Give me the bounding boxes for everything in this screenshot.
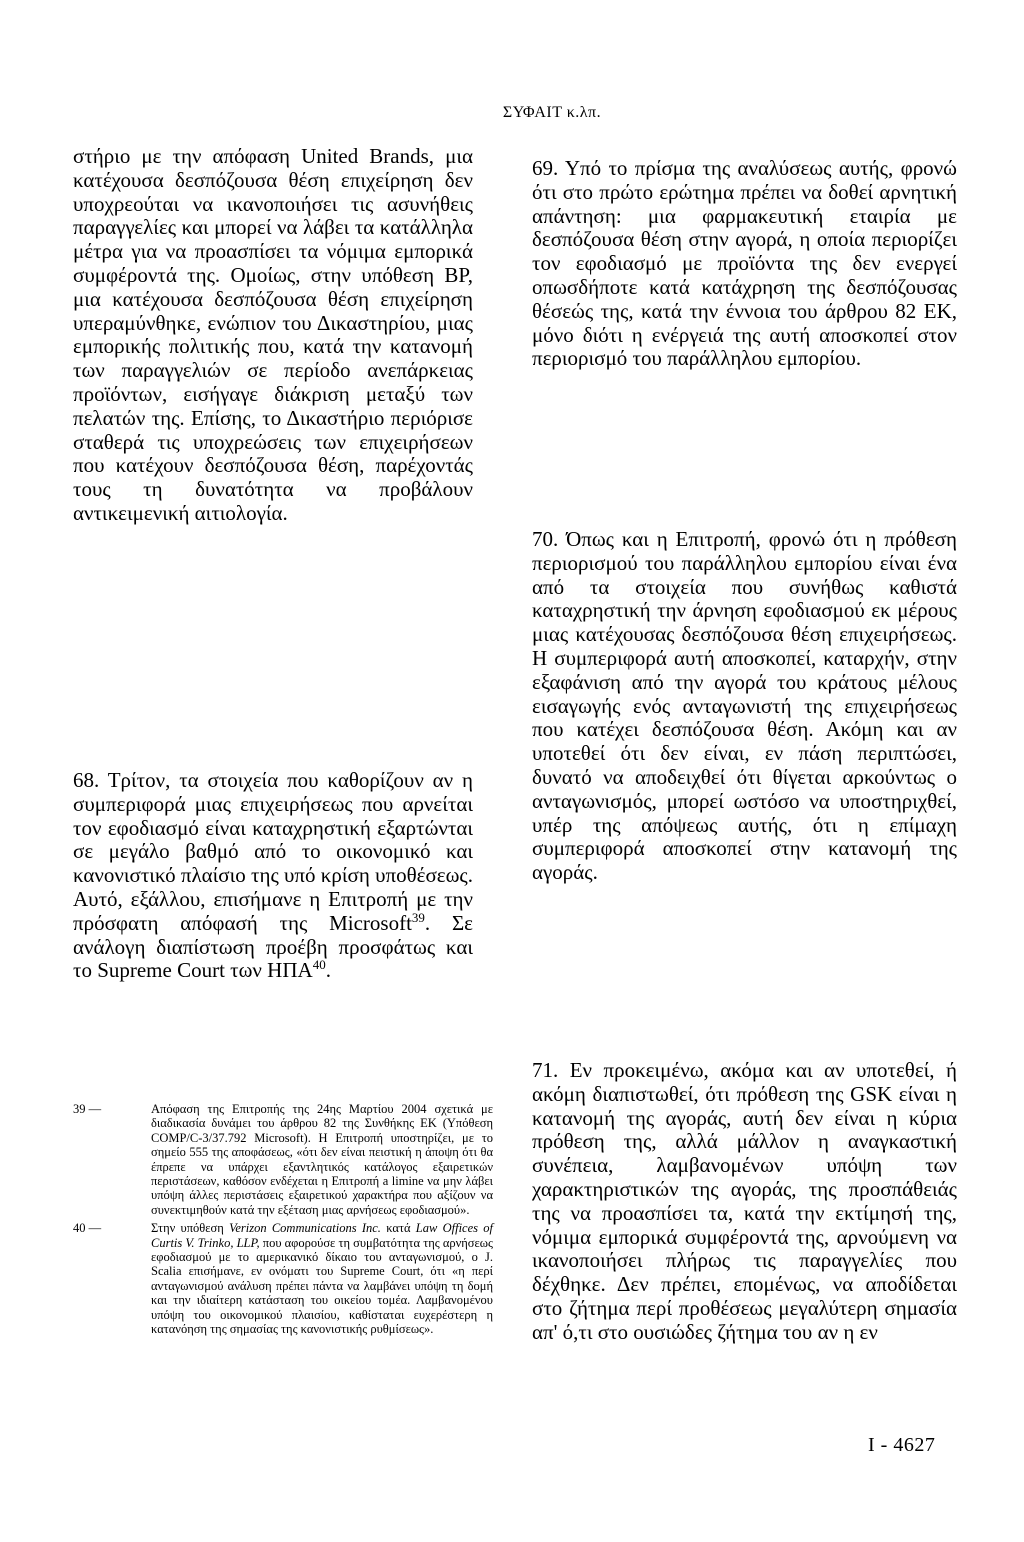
paragraph-text: 70. Όπως και η Επιτροπή, φρονώ ότι η πρόθεση περιορισμού του παράλληλου εμπορίου είναι ένα από τα στοιχεία που συνήθως καθιστά καταχρηστική την άρνηση εφοδιασμού εκ μέρους μιας κατέχουσας δεσπόζουσα θέση επιχειρήσεως. Η συμπεριφορά αυτή αποσκοπεί, καταρχήν, στην εξαφάνιση από την αγορά του κράτους μέλους εισαγωγής ενός ανταγωνιστή της επιχειρήσεως που κατέχει δεσπόζουσα θέση. Ακόμη και αν υποτεθεί ότι δεν είναι, εν πάση περιπτώσει, δυνατό να αποδειχθεί ότι θίγεται αρκούντως ο ανταγωνισμός, μπορεί ωστόσο να υποστηριχθεί, υπέρ της απόψεως αυτής, ότι η επίμαχη συμπεριφορά αποσκοπεί στην κατανομή της αγοράς. — [532, 527, 957, 885]
case-name-italic: Law Offices of Curtis V. Trinko, LLP, — [151, 1221, 494, 1250]
paragraph-text-part: . — [325, 958, 331, 983]
footnote-text-part: κατά — [380, 1221, 416, 1236]
footnote-39 — [73, 1102, 493, 1217]
footnote-ref-40[interactable]: 40 — [312, 957, 326, 973]
case-name-italic: Verizon Communications Inc. — [229, 1221, 381, 1236]
footnotes — [73, 1102, 493, 1341]
paragraph-text: 69. Υπό το πρίσμα της αναλύσεως αυτής, φρονώ ότι στο πρώτο ερώτημα πρέπει να δοθεί αρνητική απάντηση: μια φαρμακευτική εταιρία με δεσπόζουσα θέση στην αγορά, η οποία περιορίζει τον εφοδιασμό με προϊόντα της δεν ενεργεί οπωσδήποτε κατά κατάχρηση της δεσπόζουσας θέσεώς της, κατά την έννοια του άρθρου 82 ΕΚ, μόνο διότι η ενέργειά της αυτή αποσκοπεί στον περιορισμό του παράλληλου εμπορίου. — [532, 156, 957, 371]
footnote-number: 39 — — [73, 1102, 102, 1116]
footnote-ref-39[interactable]: 39 — [411, 909, 425, 925]
footnote-text-part: που αφορούσε τη συμβατότητα της αρνήσεως εφοδιασμού με το αμερικανικό δίκαιο του ανταγωνισμού, ο J. Scalia επισήμανε, εν ονόματι του Supreme Court, ότι «η περί ανταγωνισμού ανάλυση πρέπει πάντα να λαμβάνει υπόψη τη δομή και την ιδιαίτερη κατάσταση του οικείου τομέα. Λαμβανομένου υπόψη του οικονομικού πλαισίου, καθίσταται ευχερέστερη η κατανόηση της σημασίας της κανονιστικής ρυθμίσεως». — [151, 1235, 493, 1337]
footnote-text — [151, 1221, 493, 1336]
footnote-text-part: Στην υπόθεση — [151, 1221, 230, 1236]
paragraph-text — [73, 769, 473, 983]
footnote-40 — [73, 1221, 493, 1336]
paragraph-text: 71. Εν προκειμένω, ακόμα και αν υποτεθεί, ή ακόμη διαπιστωθεί, ότι πρόθεση της GSK είναι η κατανομή της αγοράς, αυτή δεν είναι η κύρια πρόθεση της, αλλά μάλλον η αναγκαστική συνέπεια, λαμβανομένων υπόψη των χαρακτηριστικών της αγοράς, της προσπάθειάς της να προασπίσει τα, κατά την εκτίμησή της, νόμιμα εμπορικά συμφέροντά της, αρνούμενη να ικανοποιήσει πλήρως τις παραγγελίες που δέχθηκε. Δεν πρέπει, επομένως, να αποδίδεται στο ζήτημα περί προθέσεως μεγαλύτερη σημασία απ' ό,τι στο ουσιώδες ζήτημα του αν η εν — [532, 1058, 957, 1344]
paragraph-68 — [73, 769, 473, 983]
paragraph-69 — [532, 157, 957, 371]
paragraph-text-part: . Σε ανάλογη διαπίστωση προέβη προσφάτως και το Supreme Court των ΗΠΑ — [73, 910, 473, 983]
paragraph-text-part: 68. Τρίτον, τα στοιχεία που καθορίζουν αν η συμπεριφορά μιας επιχειρήσεως που αρνείται τον εφοδιασμό είναι καταχρηστική εξαρτώνται σε μεγάλο βαθμό από το οικονομικό και κανονιστικό πλαίσιο της υπό κρίση υποθέσεως. Αυτό, εξάλλου, επισήμανε η Επιτροπή με την πρόσφατη απόφασή της Microsoft — [73, 768, 473, 935]
footnote-text: Απόφαση της Επιτροπής της 24ης Μαρτίου 2004 σχετικά με διαδικασία δυνάμει του άρθρου 82 της Συνθήκης ΕΚ (Υπόθεση COMP/C-3/37.792 Microsoft). Η Επιτροπή υποστηρίζει, με το σημείο 555 της αποφάσεως, «ότι δεν είναι πειστική η άποψη ότι θα έπρεπε να υπάρχει εξαντλητικός κατάλογος εξαιρετικών περιστάσεων, καθόσον ενδέχεται η Επιτροπή a limine να μην λάβει υπόψη άλλες περιστάσεις εξαιρετικού χαρακτήρα που αξίζουν να συνεκτιμηθούν κατά την εξέταση μιας αρνήσεως εφοδιασμού». — [151, 1102, 493, 1217]
footnote-number: 40 — — [73, 1221, 102, 1236]
page-number: I - 4627 — [868, 1434, 936, 1456]
paragraph-70 — [532, 528, 957, 885]
paragraph-71 — [532, 1059, 957, 1345]
paragraph-text: στήριο με την απόφαση United Brands, μια κατέχουσα δεσπόζουσα θέση επιχείρηση δεν υποχρεούται να ικανοποιήσει τις ασυνήθεις παραγγελίες και μπορεί να λάβει τα κατάλληλα μέτρα για να προασπίσει τα νόμιμα εμπορικά συμφέροντά της. Ομοίως, στην υπόθεση BP, μια κατέχουσα δεσπόζουσα θέση επιχείρηση υπεραμύνθηκε, ενώπιον του Δικαστηρίου, μιας εμπορικής πολιτικής που, κατά την κατανομή των παραγγελιών σε περίοδο ανεπάρκειας προϊόντων, εισήγαγε διάκριση μεταξύ των πελατών της. Επίσης, το Δικαστήριο περιόρισε σταθερά τις υποχρεώσεις των επιχειρήσεων που κατέχουν δεσπόζουσα θέση, παρέχοντάς τους τη δυνατότητα να προβάλουν αντικειμενική αιτιολογία. — [73, 144, 473, 525]
paragraph-intro-continued — [73, 145, 473, 526]
running-header: ΣΥΦΑΙΤ κ.λπ. — [502, 104, 602, 121]
